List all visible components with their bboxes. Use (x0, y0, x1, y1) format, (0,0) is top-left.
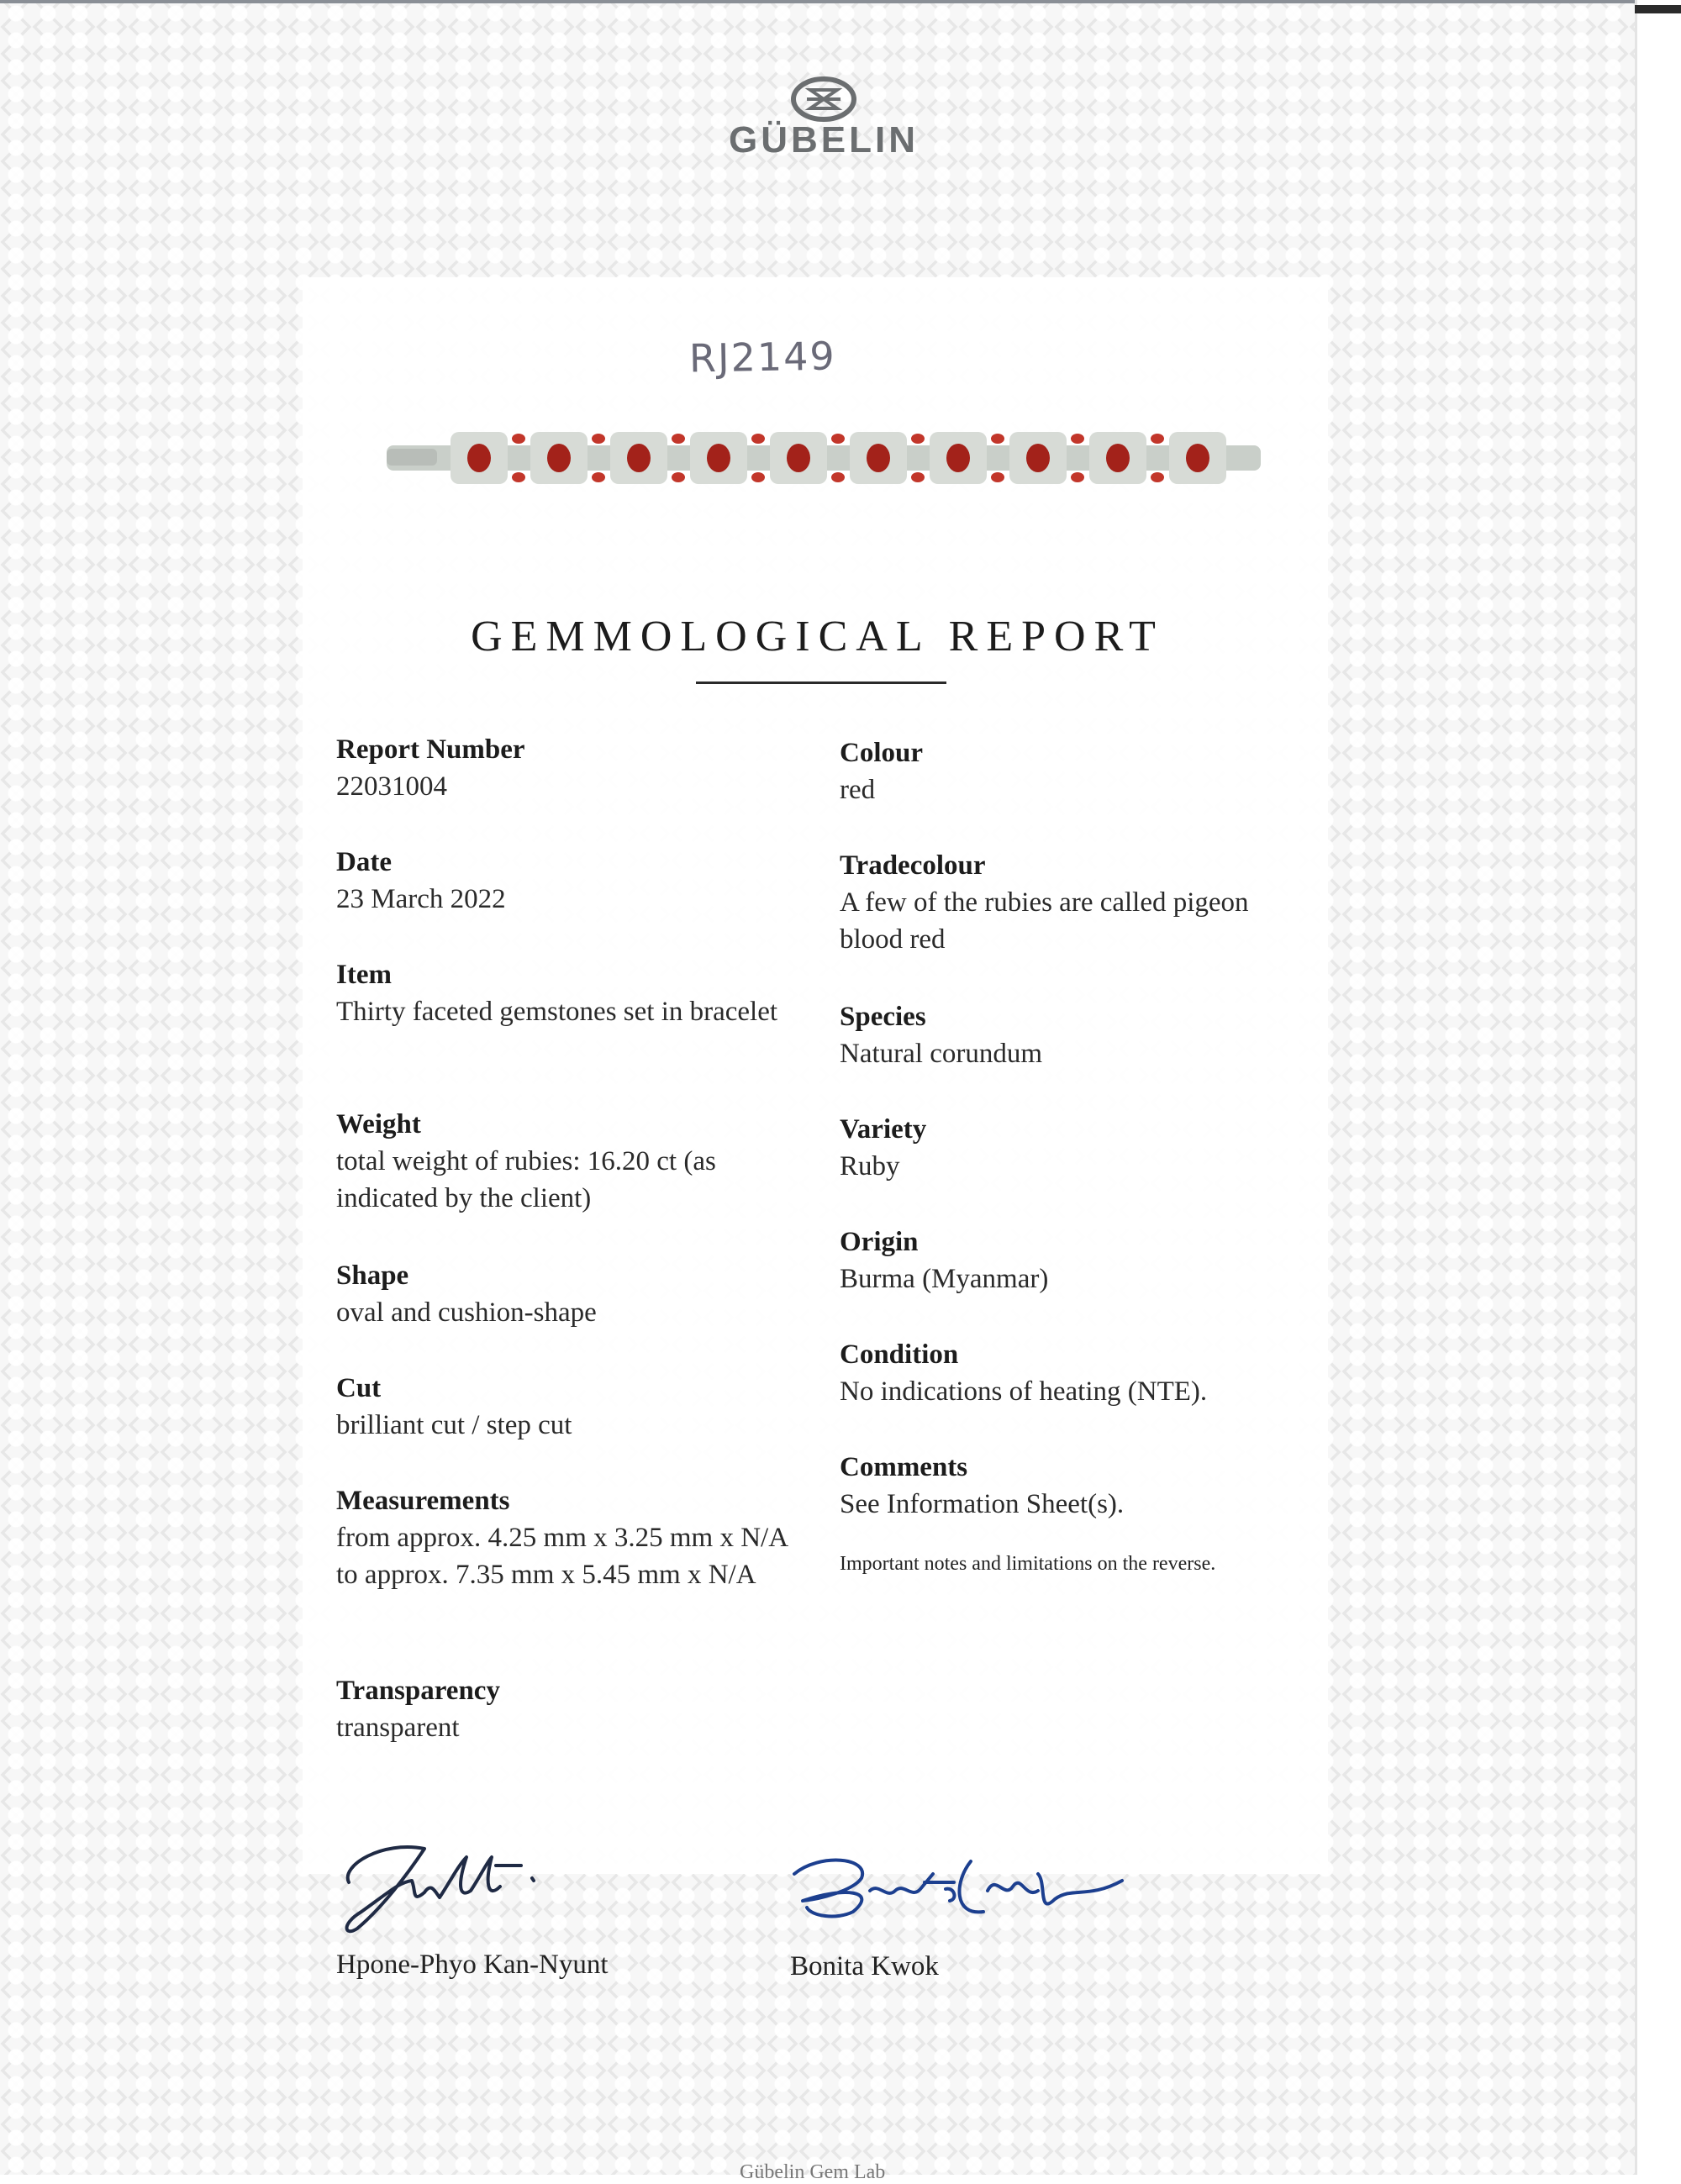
title-underline (696, 682, 946, 684)
small-ruby (991, 472, 1004, 482)
limitations-note: Important notes and limitations on the reverse. (840, 1553, 1216, 1575)
small-ruby (592, 434, 605, 444)
ruby-stone (787, 444, 810, 472)
field-label: Date (336, 847, 392, 877)
bracelet-photo (387, 412, 1261, 504)
ruby-stone (547, 444, 571, 472)
field-species (840, 998, 1310, 1072)
field-label: Report Number (336, 734, 525, 765)
ruby-stone (1106, 444, 1130, 472)
field-value: A few of the rubies are called pigeon blood red (840, 887, 1249, 955)
field-label: Weight (336, 1109, 421, 1139)
field-value: oval and cushion-shape (336, 1297, 597, 1328)
field-cut (336, 1370, 807, 1444)
small-ruby (911, 472, 925, 482)
field-transparency (336, 1672, 807, 1746)
brand-name: GÜBELIN (729, 119, 919, 161)
small-ruby (512, 472, 525, 482)
small-ruby (1151, 472, 1164, 482)
handwritten-reference: RJ2149 (688, 333, 837, 382)
small-ruby (831, 472, 845, 482)
field-value: Burma (Myanmar) (840, 1264, 1049, 1294)
field-measurements (336, 1482, 807, 1593)
field-label: Shape (336, 1260, 409, 1291)
field-comments (840, 1449, 1310, 1523)
field-item (336, 956, 807, 1030)
ruby-stone (946, 444, 970, 472)
ruby-stone (1026, 444, 1050, 472)
field-value: No indications of heating (NTE). (840, 1376, 1208, 1407)
small-ruby (672, 434, 685, 444)
field-label: Condition (840, 1339, 959, 1370)
ruby-stone (867, 444, 890, 472)
field-weight (336, 1106, 807, 1217)
field-value: 22031004 (336, 771, 447, 802)
field-value: Thirty faceted gemstones set in bracelet (336, 997, 778, 1027)
field-value: 23 March 2022 (336, 884, 506, 914)
field-value: total weight of rubies: 16.20 ct (as indicated by the client) (336, 1146, 716, 1213)
ruby-stone (467, 444, 491, 472)
scan-edge (0, 0, 1635, 3)
ruby-stone (1186, 444, 1209, 472)
content-panel (303, 277, 1328, 1874)
signatory-name-left: Hpone-Phyo Kan-Nyunt (336, 1950, 609, 1980)
field-label: Tradecolour (840, 850, 986, 881)
signature-left (332, 1832, 601, 1941)
ruby-stone (707, 444, 730, 472)
field-variety (840, 1111, 1310, 1185)
footer-lab-name: Gübelin Gem Lab (740, 2161, 886, 2183)
field-tradecolour (840, 847, 1310, 958)
field-value: brilliant cut / step cut (336, 1410, 572, 1440)
small-ruby (1071, 434, 1084, 444)
brand-logo (689, 76, 958, 161)
field-condition (840, 1336, 1310, 1410)
scan-corner (1635, 5, 1681, 13)
field-label: Species (840, 1002, 926, 1032)
field-value: See Information Sheet(s). (840, 1489, 1125, 1519)
signatory-name-right: Bonita Kwok (790, 1951, 939, 1981)
ruby-stone (627, 444, 651, 472)
field-shape (336, 1257, 807, 1331)
small-ruby (1071, 472, 1084, 482)
gubelin-emblem-icon (790, 76, 857, 123)
field-label: Cut (336, 1373, 382, 1403)
small-ruby (831, 434, 845, 444)
small-ruby (592, 472, 605, 482)
field-date (336, 844, 807, 918)
signature-right (786, 1840, 1139, 1933)
small-ruby (672, 472, 685, 482)
field-label: Measurements (336, 1486, 510, 1516)
field-value: red (840, 775, 876, 805)
field-label: Variety (840, 1114, 927, 1145)
field-label: Colour (840, 738, 923, 768)
small-ruby (512, 434, 525, 444)
field-label: Item (336, 960, 392, 990)
field-label: Comments (840, 1452, 968, 1482)
field-colour (840, 734, 1310, 808)
field-origin (840, 1224, 1310, 1297)
field-report-number (336, 731, 807, 805)
small-ruby (911, 434, 925, 444)
small-ruby (991, 434, 1004, 444)
field-value: Ruby (840, 1151, 900, 1181)
report-title: GEMMOLOGICAL REPORT (471, 613, 1164, 660)
small-ruby (1151, 434, 1164, 444)
field-value: transparent (336, 1713, 460, 1743)
field-label: Origin (840, 1227, 919, 1257)
field-label: Transparency (336, 1676, 500, 1706)
field-value: Natural corundum (840, 1039, 1043, 1069)
field-value: from approx. 4.25 mm x 3.25 mm x N/A to approx. 7.35 mm x 5.45 mm x N/A (336, 1523, 788, 1590)
small-ruby (751, 434, 765, 444)
small-ruby (751, 472, 765, 482)
